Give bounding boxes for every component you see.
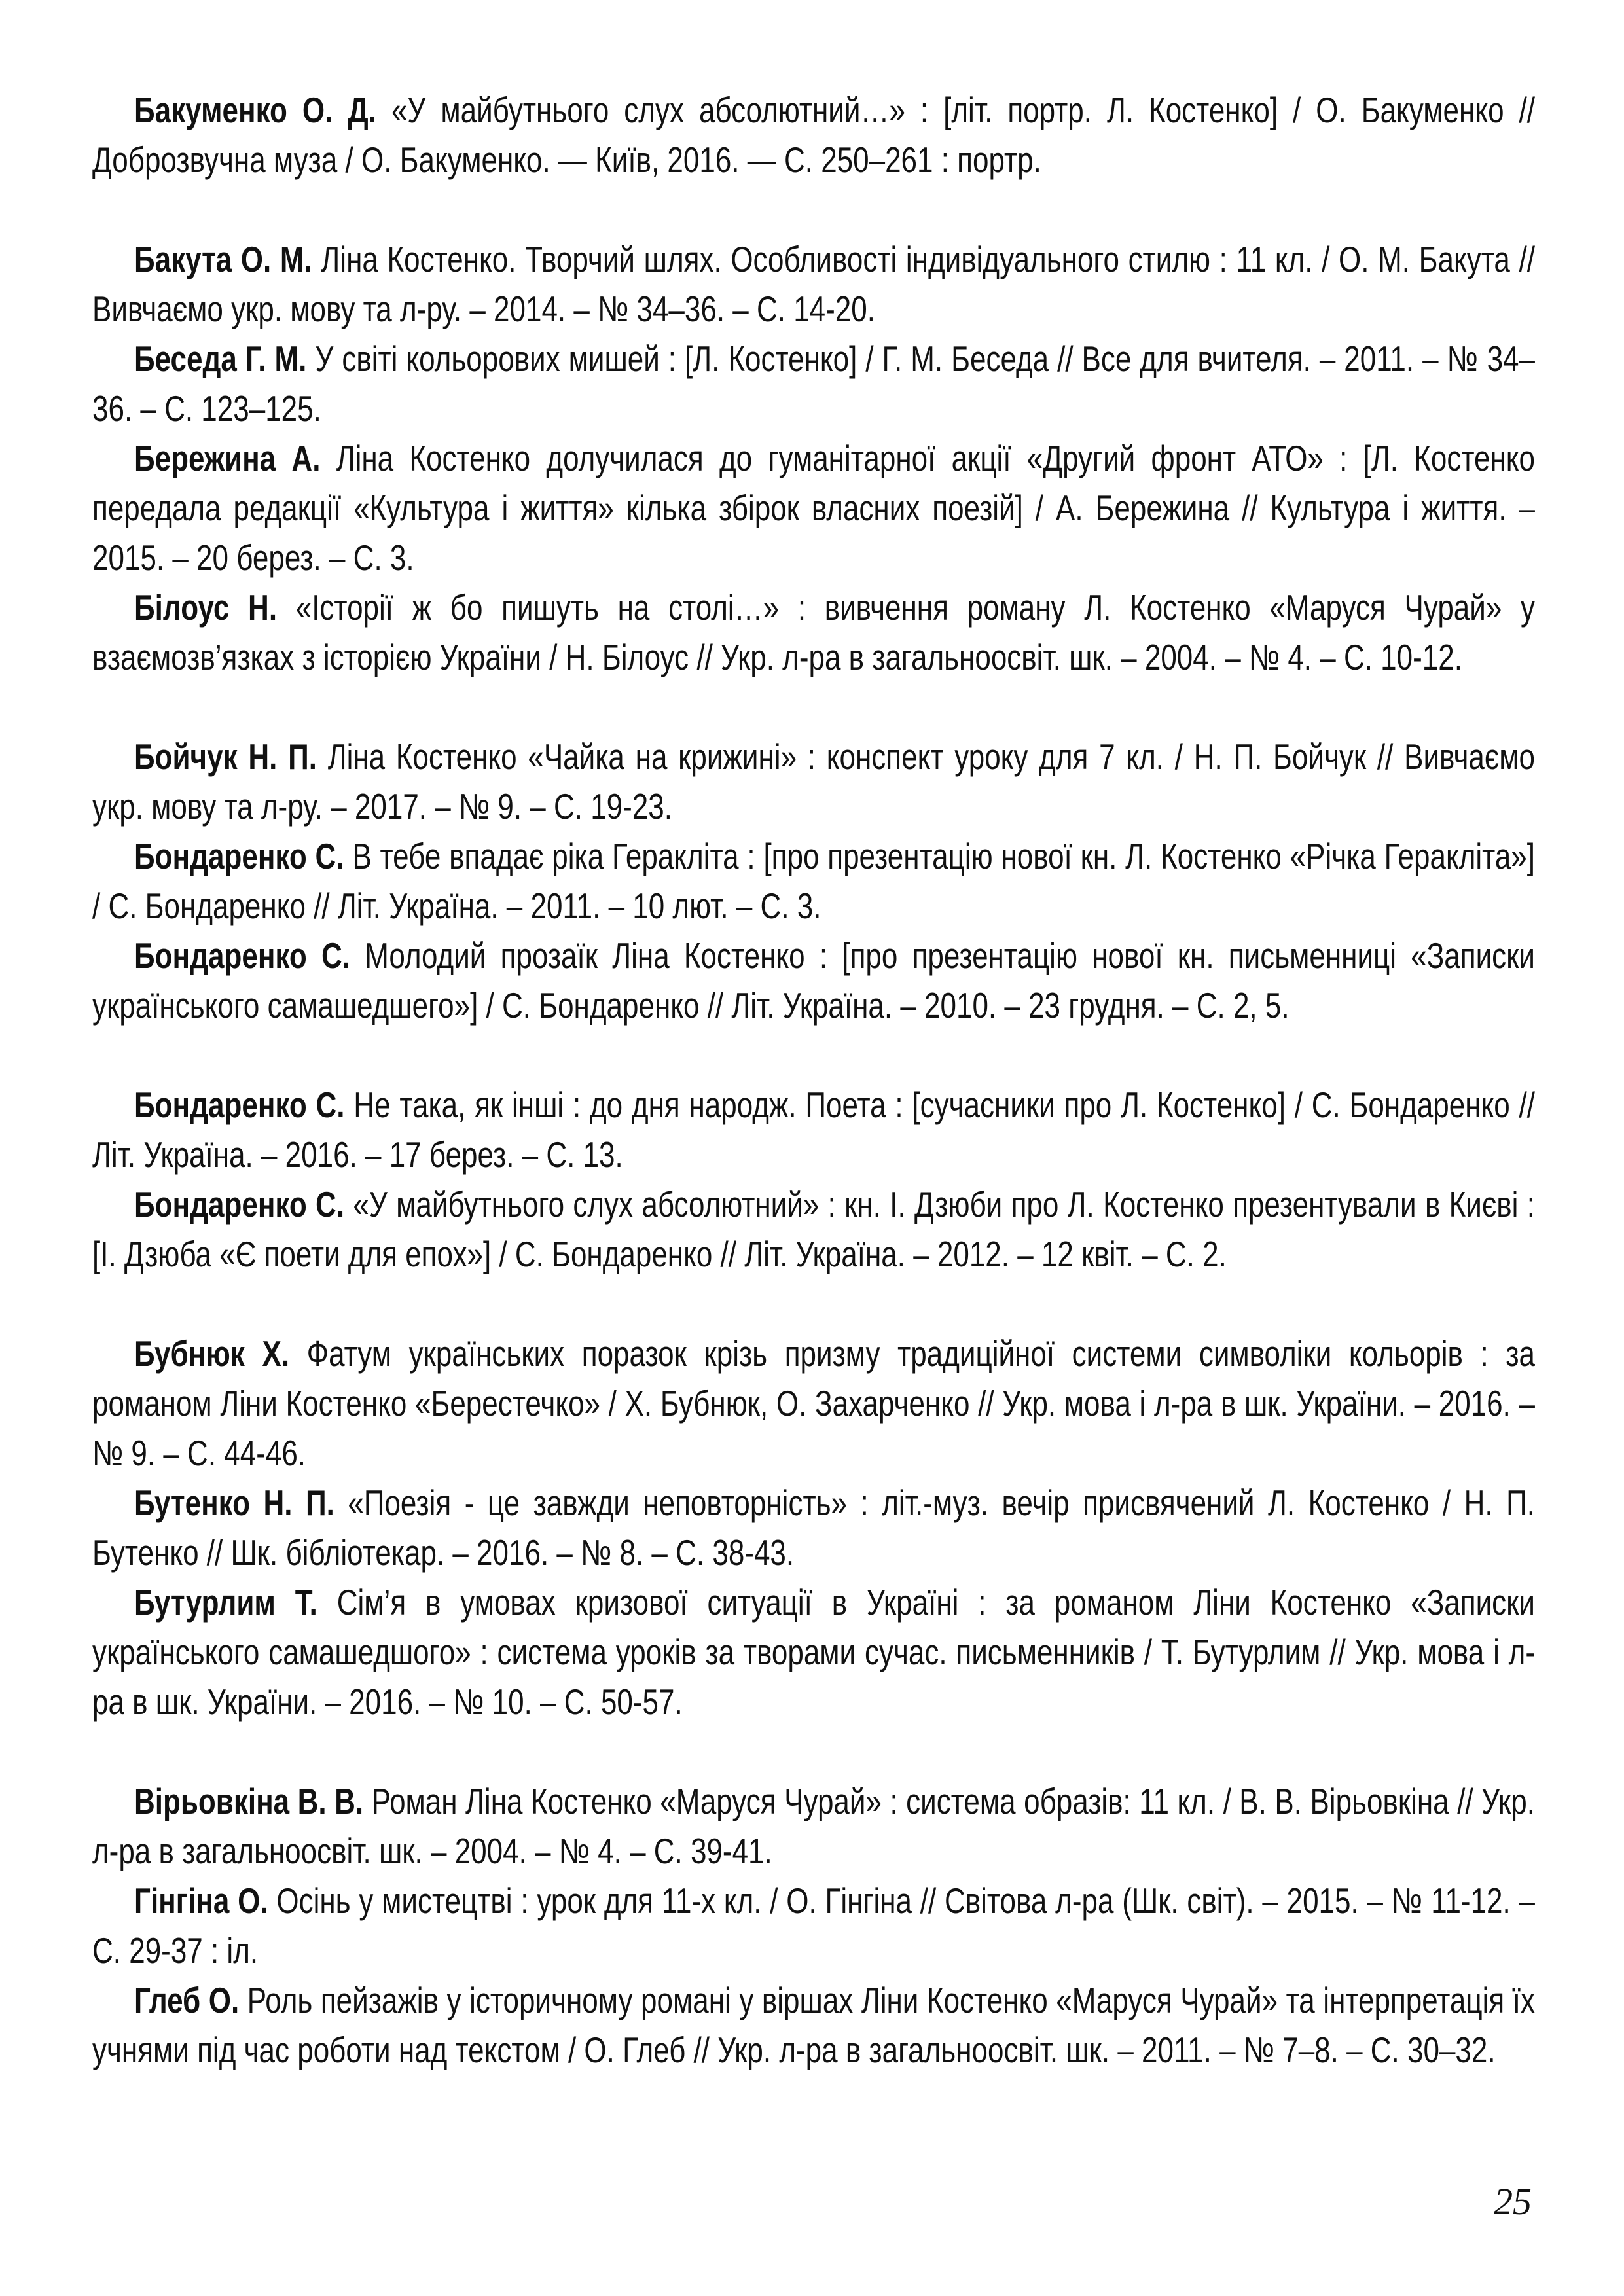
entry-author: Глеб О.: [134, 1980, 240, 2020]
entry-author: Бакута О. М.: [134, 239, 312, 279]
entry-author: Бутурлим Т.: [134, 1582, 317, 1623]
entry-text: Роман Ліна Костенко «Маруся Чурай» : система образів: 11 кл. / В. В. Вірьовкіна // Укр. л-ра в загальноосвіт. шк. – 2004. – № 4. – С. 39-41.: [92, 1781, 1535, 1871]
entry-text: Сім’я в умовах кризової ситуації в Україні : за романом Ліни Костенко «Записки українського самашедшого» : система уроків за творами сучас. письменників / Т. Бутурлим // Укр. мова і л-ра в шк. України. – 2016. – № 10. – С. 50-57.: [92, 1582, 1535, 1722]
entry-text: «У майбутнього слух абсолютний…» : [літ. портр. Л. Костенко] / О. Бакуменко // Доброзвучна муза / О. Бакуменко. — Київ, 2016. — С. 250–261 : портр.: [92, 90, 1536, 180]
entry-text: Ліна Костенко долучилася до гуманітарної акції «Другий фронт АТО» : [Л. Костенко передала редакції «Культура і життя» кілька збірок власних поезій] / А. Бережина // Культура і життя. – 2015. – 20 берез. – С. 3.: [92, 438, 1535, 578]
bibliography-entry: [92, 85, 1535, 234]
bibliography-entry: [92, 732, 1535, 831]
page-number: 25: [1494, 2180, 1532, 2223]
bibliography-entry: [92, 1577, 1535, 1776]
bibliography-entry: [92, 433, 1535, 583]
entry-text: Осінь у мистецтві : урок для 11-х кл. / О. Гінгіна // Світова л-ра (Шк. світ). – 2015. – № 11-12. – С. 29-37 : іл.: [92, 1880, 1536, 1971]
bibliography-entry: [92, 1776, 1535, 1876]
entry-author: Вірьовкіна В. В.: [134, 1781, 364, 1821]
entry-author: Бутенко Н. П.: [134, 1482, 334, 1523]
entry-text: Фатум українських поразок крізь призму традиційної системи символіки кольорів : за романом Ліни Костенко «Берестечко» / Х. Бубнюк, О. Захарченко // Укр. мова і л-ра в шк. України. – 2016. – № 9. – С. 44-46.: [92, 1333, 1535, 1473]
bibliography-entry: [92, 1876, 1535, 1975]
entry-author: Бубнюк Х.: [134, 1333, 290, 1374]
entry-author: Бондаренко С.: [134, 935, 350, 976]
bibliography-entry: [92, 234, 1535, 334]
bibliography-entry: [92, 1478, 1535, 1577]
entry-text: Ліна Костенко «Чайка на крижині» : конспект уроку для 7 кл. / Н. П. Бойчук // Вивчаємо укр. мову та л-ру. – 2017. – № 9. – С. 19-23.: [92, 736, 1536, 827]
entry-author: Бережина А.: [134, 438, 321, 478]
entry-text: Молодий прозаїк Ліна Костенко : [про презентацію нової кн. письменниці «Записки українського самашедшего»] / С. Бондаренко // Літ. Україна. – 2010. – 23 грудня. – С. 2, 5.: [92, 935, 1536, 1026]
entry-text: Ліна Костенко. Творчий шлях. Особливості індивідуального стилю : 11 кл. / О. М. Бакута // Вивчаємо укр. мову та л-ру. – 2014. – № 34–36. – С. 14-20.: [92, 239, 1535, 329]
entry-author: Бондаренко С.: [134, 1085, 345, 1125]
entry-text: «Поезія - це завжди неповторність» : літ.-муз. вечір присвячений Л. Костенко / Н. П. Бутенко // Шк. бібліотекар. – 2016. – № 8. – С. 38-43.: [92, 1482, 1536, 1573]
entry-text: У світі кольорових мишей : [Л. Костенко] / Г. М. Беседа // Все для вчителя. – 2011. – № 34–36. – С. 123–125.: [92, 338, 1535, 429]
entry-author: Бондаренко С.: [134, 836, 344, 876]
entry-author: Беседа Г. М.: [134, 338, 307, 379]
entry-text: «У майбутнього слух абсолютний» : кн. І. Дзюби про Л. Костенко презентували в Києві : [І. Дзюба «Є поети для епох»] / С. Бондаренко // Літ. Україна. – 2012. – 12 квіт. – С. 2.: [92, 1184, 1535, 1274]
entry-text: Роль пейзажів у історичному романі у віршах Ліни Костенко «Маруся Чурай» та інтерпретація їх учнями під час роботи над текстом / О. Глеб // Укр. л-ра в загальноосвіт. шк. – 2011. – № 7–8. – С. 30–32.: [92, 1980, 1535, 2070]
bibliography-entry: [92, 1179, 1535, 1329]
bibliography-entry: [92, 1080, 1535, 1179]
entry-author: Бакуменко О. Д.: [134, 90, 376, 130]
entry-author: Бондаренко С.: [134, 1184, 345, 1225]
bibliography-entry: [92, 583, 1535, 732]
entry-text: «Історії ж бо пишуть на столі…» : вивчення роману Л. Костенко «Маруся Чурай» у взаємозв’язках з історією України / Н. Білоус // Укр. л-ра в загальноосвіт. шк. – 2004. – № 4. – С. 10-12.: [92, 587, 1535, 677]
bibliography-entry: [92, 1975, 1535, 2125]
entry-author: Бойчук Н. П.: [134, 736, 317, 777]
entry-text: Не така, як інші : до дня народж. Поета : [сучасники про Л. Костенко] / С. Бондаренко // Літ. Україна. – 2016. – 17 берез. – С. 13.: [92, 1085, 1536, 1175]
entry-author: Білоус Н.: [134, 587, 278, 628]
bibliography-entry: [92, 931, 1535, 1080]
bibliography-list: [92, 85, 1535, 2125]
bibliography-entry: [92, 831, 1535, 931]
bibliography-entry: [92, 1329, 1535, 1478]
entry-text: В тебе впадає ріка Геракліта : [про презентацію нової кн. Л. Костенко «Річка Геракліта»] / С. Бондаренко // Літ. Україна. – 2011. – 10 лют. – С. 3.: [92, 836, 1535, 926]
entry-author: Гінгіна О.: [134, 1880, 268, 1921]
bibliography-entry: [92, 334, 1535, 433]
